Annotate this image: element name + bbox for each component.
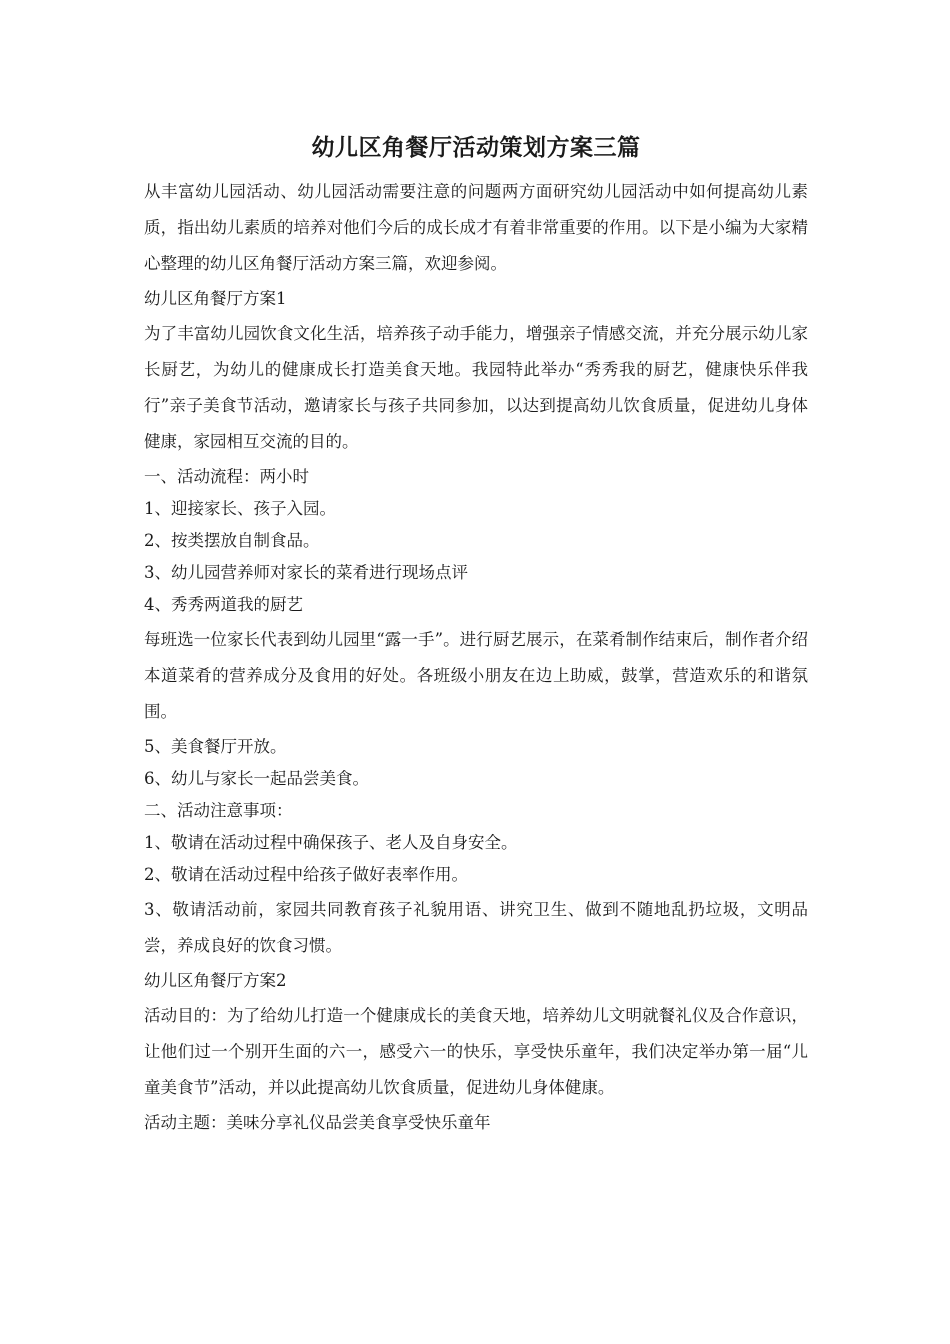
paragraph: 6、幼儿与家长一起品尝美食。 [144, 769, 369, 788]
paragraph: 3、幼儿园营养师对家长的菜肴进行现场点评 [144, 563, 468, 582]
paragraph: 1、迎接家长、孩子入园。 [144, 499, 336, 518]
paragraph: 3、敬请活动前，家园共同教育孩子礼貌用语、讲究卫生、做到不随地乱扔垃圾，文明品尝，养成良好的饮食习惯。 [144, 900, 808, 955]
paragraph: 2、按类摆放自制食品。 [144, 531, 320, 550]
document-body [144, 174, 808, 1138]
paragraph: 4、秀秀两道我的厨艺 [144, 595, 303, 614]
paragraph: 1、敬请在活动过程中确保孩子、老人及自身安全。 [144, 833, 518, 852]
paragraph: 2、敬请在活动过程中给孩子做好表率作用。 [144, 865, 468, 884]
paragraph: 幼儿区角餐厅方案2 [144, 971, 287, 990]
document-page [144, 128, 808, 1140]
document-title: 幼儿区角餐厅活动策划方案三篇 [311, 134, 641, 161]
paragraph: 活动目的：为了给幼儿打造一个健康成长的美食天地，培养幼儿文明就餐礼仪及合作意识，让他们过一个别开生面的六一，感受六一的快乐，享受快乐童年，我们决定举办第一届“儿童美食节”活动，并以此提高幼儿饮食质量，促进幼儿身体健康。 [144, 1006, 808, 1097]
paragraph: 每班选一位家长代表到幼儿园里“露一手”。进行厨艺展示，在菜肴制作结束后，制作者介绍本道菜肴的营养成分及食用的好处。各班级小朋友在边上助威，鼓掌，营造欢乐的和谐氛围。 [144, 630, 808, 721]
paragraph: 一、活动流程：两小时 [144, 467, 309, 486]
paragraph: 活动主题：美味分享礼仪品尝美食享受快乐童年 [144, 1113, 491, 1132]
paragraph: 从丰富幼儿园活动、幼儿园活动需要注意的问题两方面研究幼儿园活动中如何提高幼儿素质，指出幼儿素质的培养对他们今后的成长成才有着非常重要的作用。以下是小编为大家精心整理的幼儿区角餐厅活动方案三篇，欢迎参阅。 [144, 182, 808, 273]
paragraph: 二、活动注意事项： [144, 801, 293, 820]
paragraph: 5、美食餐厅开放。 [144, 737, 287, 756]
paragraph: 幼儿区角餐厅方案1 [144, 289, 287, 308]
paragraph: 为了丰富幼儿园饮食文化生活，培养孩子动手能力，增强亲子情感交流，并充分展示幼儿家长厨艺，为幼儿的健康成长打造美食天地。我园特此举办“秀秀我的厨艺，健康快乐伴我行”亲子美食节活动，邀请家长与孩子共同参加，以达到提高幼儿饮食质量，促进幼儿身体健康，家园相互交流的目的。 [144, 324, 808, 451]
